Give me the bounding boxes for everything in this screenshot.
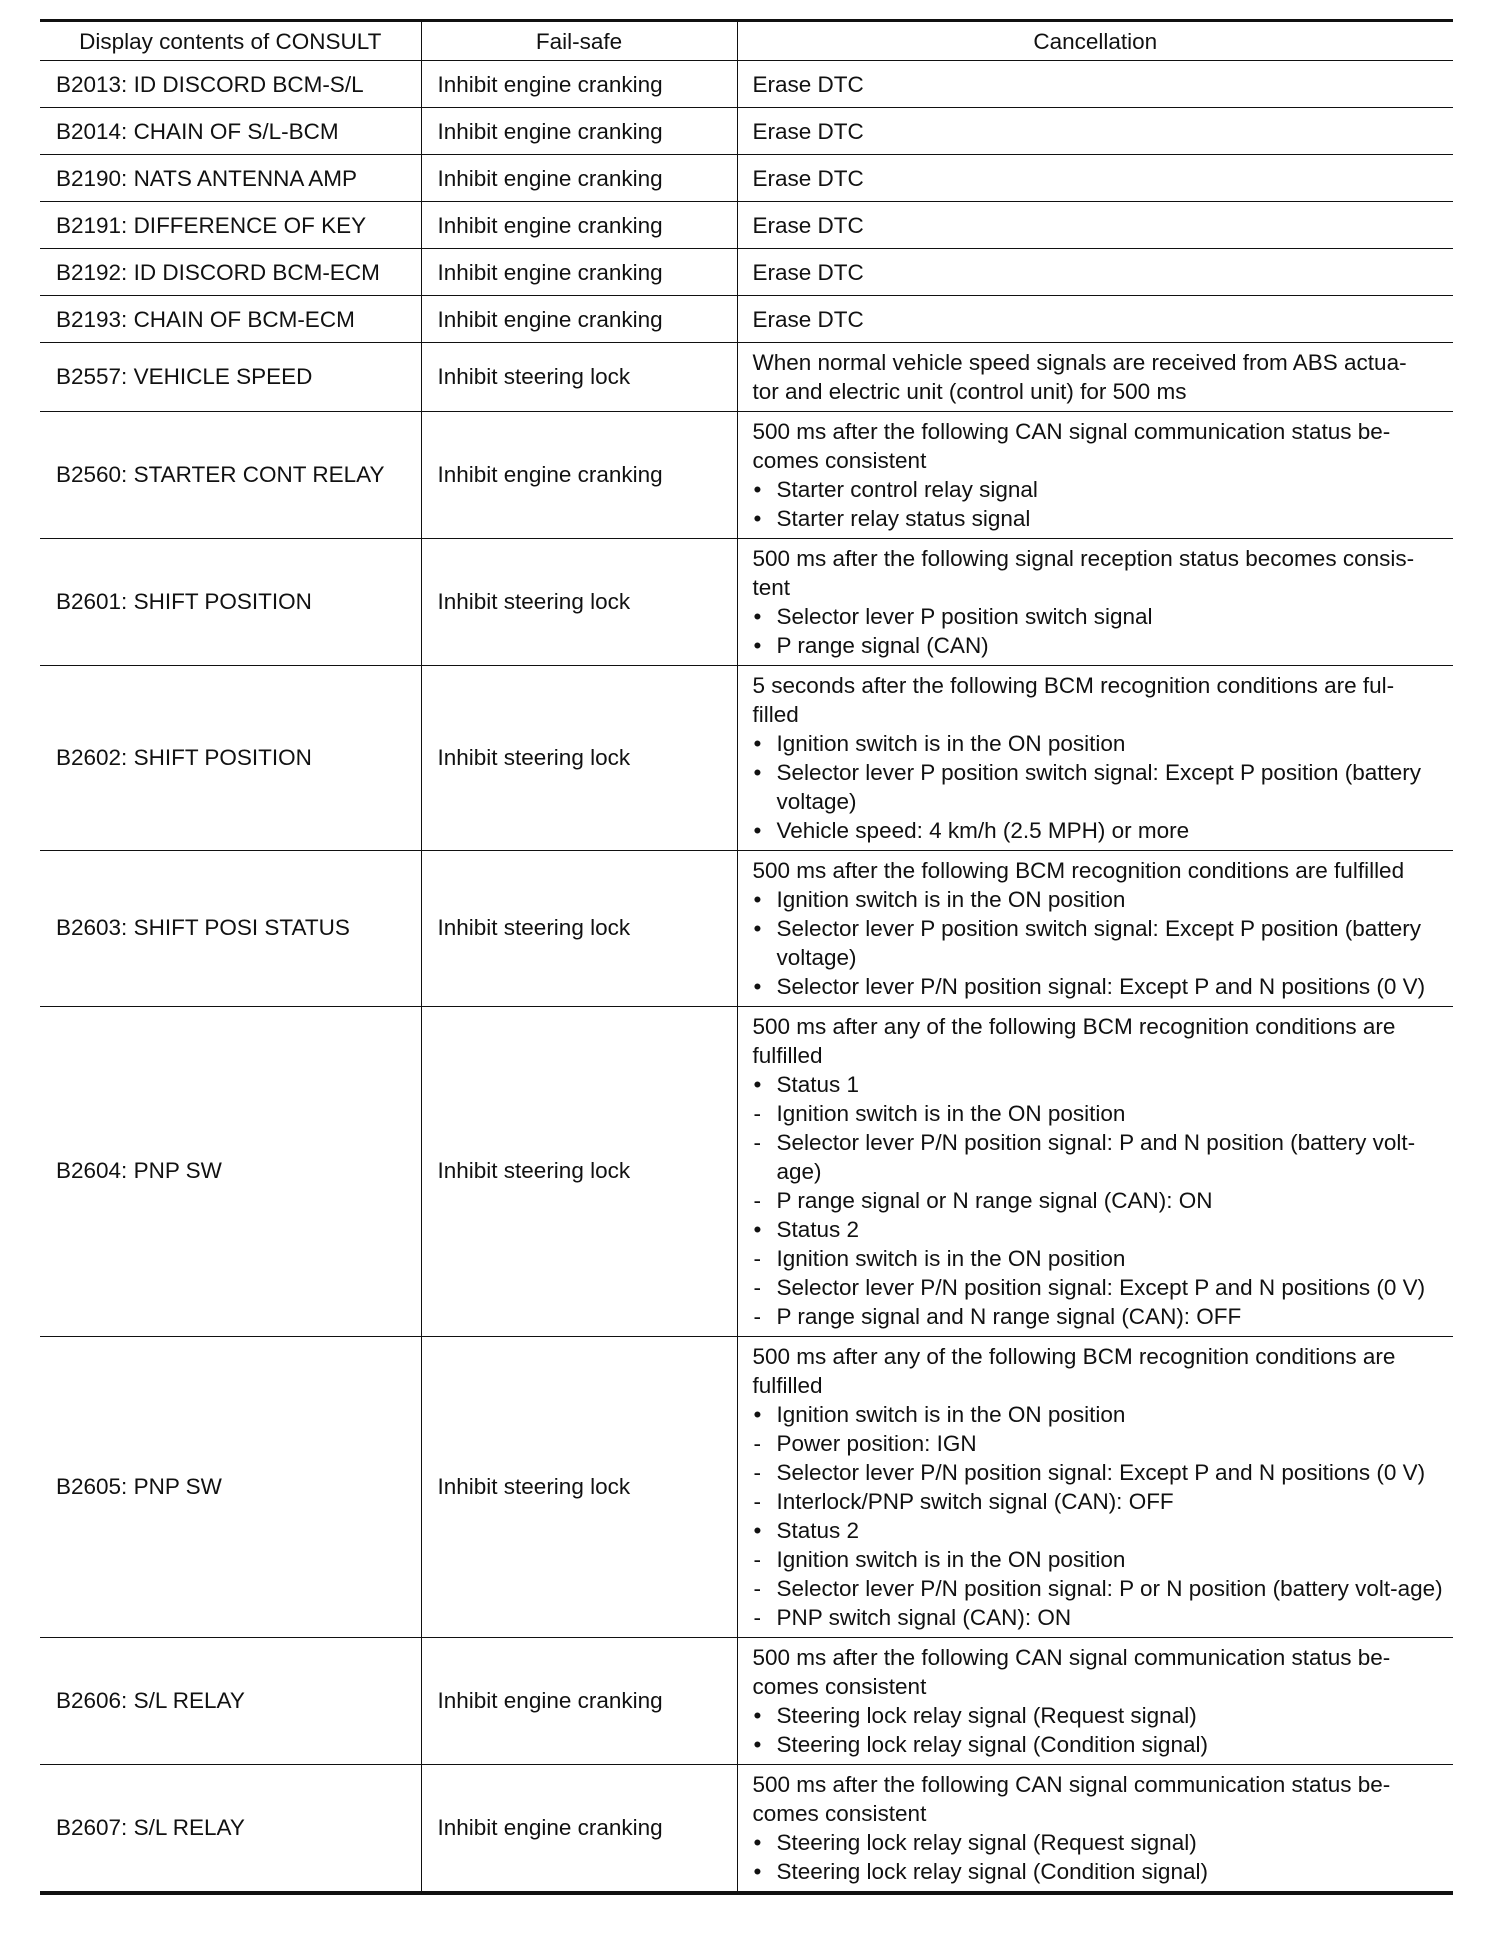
dash-marker: - xyxy=(753,1489,761,1514)
bullet-marker: • xyxy=(753,604,762,629)
dash-marker: - xyxy=(753,1460,761,1485)
cancellation-text: 500 ms after the following CAN signal communication status be- xyxy=(752,1645,1391,1670)
condition-text: Steering lock relay signal (Condition signal) xyxy=(776,1732,1208,1757)
bullet-marker: • xyxy=(753,731,762,756)
cancellation-text: filled xyxy=(752,702,799,727)
dash-marker: - xyxy=(753,1304,761,1329)
condition-text: Starter control relay signal xyxy=(776,477,1038,502)
dash-marker: - xyxy=(753,1431,761,1456)
condition-text: Interlock/PNP switch signal (CAN): OFF xyxy=(776,1489,1174,1514)
cancellation-cell xyxy=(737,108,1453,155)
dtc-display-cell: B2607: S/L RELAY xyxy=(40,1765,421,1894)
table-row xyxy=(40,1337,1453,1638)
fail-safe-cell: Inhibit steering lock xyxy=(421,666,737,851)
cancellation-cell xyxy=(737,296,1453,343)
cancellation-text: tent xyxy=(752,575,791,600)
condition-text: P range signal (CAN) xyxy=(776,633,989,658)
bullet-marker: • xyxy=(753,1732,762,1757)
dtc-display-cell: B2602: SHIFT POSITION xyxy=(40,666,421,851)
condition-text: Starter relay status signal xyxy=(776,506,1031,531)
dtc-display-cell: B2604: PNP SW xyxy=(40,1007,421,1337)
cancellation-text: Erase DTC xyxy=(752,71,864,97)
fail-safe-cell: Inhibit engine cranking xyxy=(421,1638,737,1765)
condition-text: Ignition switch is in the ON position xyxy=(776,887,1126,912)
condition-text: Ignition switch is in the ON position xyxy=(776,731,1126,756)
dtc-display-cell: B2013: ID DISCORD BCM-S/L xyxy=(40,61,421,108)
condition-text: Steering lock relay signal (Request signal) xyxy=(776,1703,1197,1728)
table-row xyxy=(40,296,1453,343)
condition-list-item xyxy=(753,1400,1446,1429)
cancellation-text: 500 ms after the following CAN signal communication status be- xyxy=(752,419,1391,444)
condition-list-item xyxy=(753,602,1446,631)
dtc-display-cell: B2557: VEHICLE SPEED xyxy=(40,343,421,412)
cancellation-text: tor and electric unit (control unit) for 500 ms xyxy=(752,379,1187,404)
bullet-marker: • xyxy=(753,1518,762,1543)
condition-text: Steering lock relay signal (Condition signal) xyxy=(776,1859,1208,1884)
condition-list-item xyxy=(753,1828,1446,1857)
bullet-marker: • xyxy=(753,1830,762,1855)
condition-text: Selector lever P position switch signal xyxy=(776,604,1153,629)
dash-marker: - xyxy=(753,1275,761,1300)
condition-text: Selector lever P/N position signal: Except P and N positions (0 V) xyxy=(776,974,1426,999)
table-row xyxy=(40,539,1453,666)
bullet-marker: • xyxy=(753,1703,762,1728)
fail-safe-cell: Inhibit steering lock xyxy=(421,1337,737,1638)
table-row xyxy=(40,1765,1453,1894)
cancellation-text: 500 ms after the following signal reception status becomes consis- xyxy=(752,546,1415,571)
condition-text: Ignition switch is in the ON position xyxy=(776,1101,1126,1126)
condition-list-item xyxy=(753,1070,1446,1099)
dtc-display-cell: B2014: CHAIN OF S/L-BCM xyxy=(40,108,421,155)
fail-safe-cell: Inhibit steering lock xyxy=(421,539,737,666)
fail-safe-cell: Inhibit engine cranking xyxy=(421,155,737,202)
condition-list-item xyxy=(753,1545,1446,1574)
dash-marker: - xyxy=(753,1547,761,1572)
bullet-marker: • xyxy=(753,974,762,999)
cancellation-cell xyxy=(737,249,1453,296)
condition-list-item xyxy=(753,1857,1446,1886)
condition-list-item xyxy=(753,729,1446,758)
condition-list-item xyxy=(753,758,1446,816)
table-header xyxy=(40,21,1453,61)
dash-marker: - xyxy=(753,1605,761,1630)
cancellation-text: fulfilled xyxy=(752,1043,823,1068)
cancellation-text: comes consistent xyxy=(752,448,927,473)
cancellation-cell xyxy=(737,343,1453,412)
bullet-marker: • xyxy=(753,633,762,658)
dtc-display-cell: B2192: ID DISCORD BCM-ECM xyxy=(40,249,421,296)
fail-safe-cell: Inhibit engine cranking xyxy=(421,412,737,539)
cancellation-text: Erase DTC xyxy=(752,306,864,332)
header-row xyxy=(40,21,1453,61)
condition-list-item xyxy=(753,475,1446,504)
cancellation-text: 500 ms after the following CAN signal communication status be- xyxy=(752,1772,1391,1797)
fail-safe-cell: Inhibit engine cranking xyxy=(421,108,737,155)
dtc-display-cell: B2605: PNP SW xyxy=(40,1337,421,1638)
bullet-marker: • xyxy=(753,477,762,502)
bullet-marker: • xyxy=(753,760,762,785)
condition-list-item xyxy=(753,1099,1446,1128)
cancellation-cell xyxy=(737,61,1453,108)
table-row xyxy=(40,155,1453,202)
cancellation-text: When normal vehicle speed signals are received from ABS actua- xyxy=(752,350,1407,375)
bullet-marker: • xyxy=(753,887,762,912)
cancellation-cell xyxy=(737,851,1453,1007)
bullet-marker: • xyxy=(753,1859,762,1884)
cancellation-text: Erase DTC xyxy=(752,259,864,285)
fail-safe-cell: Inhibit steering lock xyxy=(421,343,737,412)
dtc-display-cell: B2191: DIFFERENCE OF KEY xyxy=(40,202,421,249)
table-row xyxy=(40,249,1453,296)
condition-list-item xyxy=(753,1458,1446,1487)
condition-text: Status 2 xyxy=(776,1217,860,1242)
cancellation-text: fulfilled xyxy=(752,1373,823,1398)
table-row xyxy=(40,202,1453,249)
condition-text: Selector lever P position switch signal: Except P position (battery voltage) xyxy=(776,760,1421,814)
cancellation-text: comes consistent xyxy=(752,1801,927,1826)
condition-list-item xyxy=(753,1701,1446,1730)
condition-list-item xyxy=(753,1603,1446,1632)
failsafe-table xyxy=(40,19,1453,1895)
dtc-display-cell: B2601: SHIFT POSITION xyxy=(40,539,421,666)
condition-list-item xyxy=(753,1273,1446,1302)
cancellation-text: 5 seconds after the following BCM recognition conditions are ful- xyxy=(752,673,1395,698)
dash-marker: - xyxy=(753,1101,761,1126)
fail-safe-cell: Inhibit engine cranking xyxy=(421,249,737,296)
condition-list-item xyxy=(753,1730,1446,1759)
table-row xyxy=(40,61,1453,108)
condition-list-item xyxy=(753,504,1446,533)
condition-text: Steering lock relay signal (Request signal) xyxy=(776,1830,1197,1855)
cancellation-text: 500 ms after any of the following BCM recognition conditions are xyxy=(752,1344,1396,1369)
cancellation-cell xyxy=(737,1337,1453,1638)
table-row xyxy=(40,666,1453,851)
condition-text: P range signal and N range signal (CAN): OFF xyxy=(776,1304,1242,1329)
condition-list-item xyxy=(753,1128,1446,1186)
table-row xyxy=(40,851,1453,1007)
condition-text: P range signal or N range signal (CAN): ON xyxy=(776,1188,1213,1213)
condition-text: PNP switch signal (CAN): ON xyxy=(776,1605,1072,1630)
condition-list-item xyxy=(753,972,1446,1001)
table-body xyxy=(40,61,1453,1894)
table-row xyxy=(40,1638,1453,1765)
table-row xyxy=(40,412,1453,539)
fail-safe-cell: Inhibit engine cranking xyxy=(421,296,737,343)
condition-list-item xyxy=(753,914,1446,972)
condition-list-item xyxy=(753,1244,1446,1273)
bullet-marker: • xyxy=(753,818,762,843)
condition-text: Ignition switch is in the ON position xyxy=(776,1246,1126,1271)
condition-list-item xyxy=(753,1215,1446,1244)
condition-text: Selector lever P/N position signal: P and N position (battery volt-age) xyxy=(776,1130,1416,1184)
table-row xyxy=(40,1007,1453,1337)
condition-list-item xyxy=(753,816,1446,845)
cancellation-cell xyxy=(737,1765,1453,1894)
condition-text: Vehicle speed: 4 km/h (2.5 MPH) or more xyxy=(776,818,1190,843)
table-row xyxy=(40,343,1453,412)
dtc-display-cell: B2560: STARTER CONT RELAY xyxy=(40,412,421,539)
cancellation-cell xyxy=(737,412,1453,539)
bullet-marker: • xyxy=(753,1072,762,1097)
cancellation-text: Erase DTC xyxy=(752,212,864,238)
condition-text: Status 2 xyxy=(776,1518,860,1543)
cancellation-text: 500 ms after the following BCM recognition conditions are fulfilled xyxy=(752,858,1405,883)
cancellation-text: comes consistent xyxy=(752,1674,927,1699)
condition-list-item xyxy=(753,631,1446,660)
condition-list-item xyxy=(753,1186,1446,1215)
dash-marker: - xyxy=(753,1576,761,1601)
condition-text: Selector lever P/N position signal: Except P and N positions (0 V) xyxy=(776,1275,1426,1300)
dtc-display-cell: B2606: S/L RELAY xyxy=(40,1638,421,1765)
bullet-marker: • xyxy=(753,916,762,941)
fail-safe-cell: Inhibit engine cranking xyxy=(421,61,737,108)
condition-text: Status 1 xyxy=(776,1072,860,1097)
cancellation-cell xyxy=(737,1007,1453,1337)
cancellation-cell xyxy=(737,666,1453,851)
fail-safe-cell: Inhibit engine cranking xyxy=(421,202,737,249)
condition-list-item xyxy=(753,1302,1446,1331)
condition-text: Ignition switch is in the ON position xyxy=(776,1547,1126,1572)
dtc-display-cell: B2190: NATS ANTENNA AMP xyxy=(40,155,421,202)
dash-marker: - xyxy=(753,1130,761,1155)
dtc-display-cell: B2603: SHIFT POSI STATUS xyxy=(40,851,421,1007)
cancellation-cell xyxy=(737,155,1453,202)
dtc-display-cell: B2193: CHAIN OF BCM-ECM xyxy=(40,296,421,343)
fail-safe-cell: Inhibit steering lock xyxy=(421,851,737,1007)
condition-list-item xyxy=(753,1429,1446,1458)
bullet-marker: • xyxy=(753,1217,762,1242)
cancellation-cell xyxy=(737,202,1453,249)
bullet-marker: • xyxy=(753,506,762,531)
cancellation-text: 500 ms after any of the following BCM recognition conditions are xyxy=(752,1014,1396,1039)
condition-text: Selector lever P position switch signal: Except P position (battery voltage) xyxy=(776,916,1421,970)
dash-marker: - xyxy=(753,1188,761,1213)
fail-safe-cell: Inhibit steering lock xyxy=(421,1007,737,1337)
cancellation-text: Erase DTC xyxy=(752,118,864,144)
condition-list-item xyxy=(753,1487,1446,1516)
condition-text: Selector lever P/N position signal: P or N position (battery volt-age) xyxy=(776,1576,1443,1601)
cancellation-cell xyxy=(737,539,1453,666)
cancellation-text: Erase DTC xyxy=(752,165,864,191)
condition-list-item xyxy=(753,885,1446,914)
condition-list-item xyxy=(753,1516,1446,1545)
header-display-contents: Display contents of CONSULT xyxy=(40,21,421,61)
condition-text: Power position: IGN xyxy=(776,1431,977,1456)
fail-safe-cell: Inhibit engine cranking xyxy=(421,1765,737,1894)
bullet-marker: • xyxy=(753,1402,762,1427)
header-fail-safe: Fail-safe xyxy=(421,21,737,61)
condition-text: Ignition switch is in the ON position xyxy=(776,1402,1126,1427)
header-cancellation: Cancellation xyxy=(737,21,1453,61)
condition-text: Selector lever P/N position signal: Except P and N positions (0 V) xyxy=(776,1460,1426,1485)
cancellation-cell xyxy=(737,1638,1453,1765)
condition-list-item xyxy=(753,1574,1446,1603)
table-row xyxy=(40,108,1453,155)
dash-marker: - xyxy=(753,1246,761,1271)
